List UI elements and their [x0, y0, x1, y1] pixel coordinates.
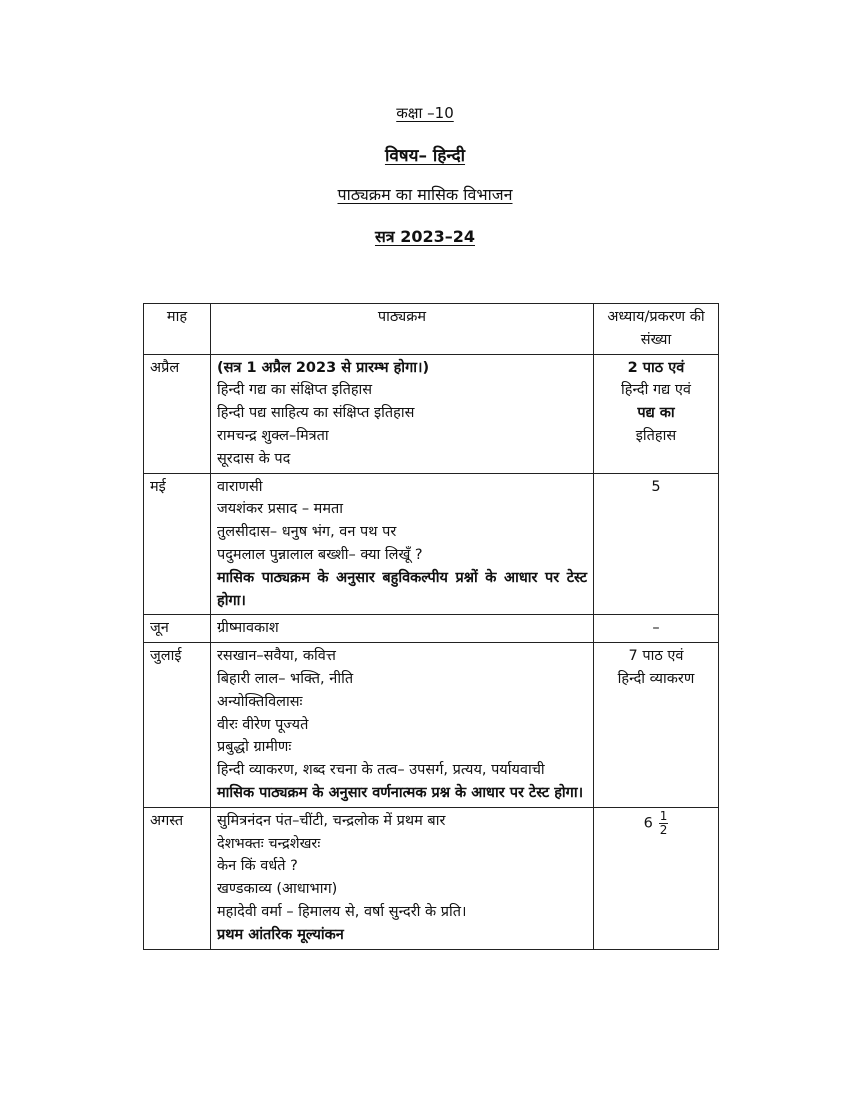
table-row [144, 807, 719, 949]
syllabus-line: रामचन्द्र शुक्ल–मित्रता [217, 427, 329, 444]
syllabus-cell [211, 615, 594, 643]
syllabus-header: पाठ्यक्रम [211, 304, 594, 355]
count-line: हिन्दी गद्य एवं [621, 382, 691, 399]
test-note: मासिक पाठ्यक्रम के अनुसार बहुविकल्पीय प्रश्नों के आधार पर टेस्ट होगा। [217, 569, 587, 609]
syllabus-line: सूरदास के पद [217, 450, 291, 467]
syllabus-line: अन्योक्तिविलासः [217, 693, 303, 710]
chapter-count-cell: 5 [594, 473, 719, 615]
syllabus-cell [211, 354, 594, 473]
count-whole: 6 [643, 815, 653, 832]
syllabus-division-heading: पाठ्यक्रम का मासिक विभाजन [337, 185, 513, 204]
table-row [144, 643, 719, 808]
syllabus-line: वीरः वीरेण पूज्यते [217, 716, 309, 733]
syllabus-line: सुमित्रनंदन पंत–चींटी, चन्द्रलोक में प्रथम बार [217, 812, 446, 829]
session-start-note: (सत्र 1 अप्रैल 2023 से प्रारम्भ होगा।) [217, 359, 430, 376]
count-line: 7 पाठ एवं [628, 648, 684, 665]
syllabus-line: ग्रीष्मावकाश [217, 620, 279, 637]
table-row [144, 354, 719, 473]
month-cell: अप्रैल [144, 354, 211, 473]
count-line: 2 पाठ एवं [627, 359, 685, 376]
chapter-count-cell [594, 807, 719, 949]
test-note: मासिक पाठ्यक्रम के अनुसार वर्णनात्मक प्रश्न के आधार पर टेस्ट होगा। [217, 784, 584, 801]
syllabus-table [143, 303, 719, 950]
chapter-count-cell [594, 354, 719, 473]
syllabus-line: हिन्दी गद्य का संक्षिप्त इतिहास [217, 382, 373, 399]
fraction-numerator: 1 [659, 808, 668, 823]
subject-heading: विषय– हिन्दी [384, 146, 466, 166]
assessment-note: प्रथम आंतरिक मूल्यांकन [217, 926, 344, 943]
syllabus-cell [211, 473, 594, 615]
count-line: हिन्दी व्याकरण [617, 670, 695, 687]
month-cell: जुलाई [144, 643, 211, 808]
syllabus-line: पदुमलाल पुन्नालाल बख्शी– क्या लिखूँ ? [217, 546, 423, 563]
syllabus-line: महादेवी वर्मा – हिमालय से, वर्षा सुन्दरी के प्रति। [217, 903, 467, 920]
chapter-count-cell [594, 643, 719, 808]
syllabus-line: केन किं वर्धते ? [217, 858, 298, 875]
syllabus-line: प्रबुद्धो ग्रामीणः [217, 739, 292, 756]
count-line: इतिहास [635, 427, 677, 444]
syllabus-line: हिन्दी पद्य साहित्य का संक्षिप्त इतिहास [217, 405, 415, 422]
month-header: माह [144, 304, 211, 355]
syllabus-cell [211, 807, 594, 949]
syllabus-line: तुलसीदास– धनुष भंग, वन पथ पर [217, 524, 397, 541]
month-cell: जून [144, 615, 211, 643]
syllabus-line: वाराणसी [217, 478, 263, 495]
syllabus-cell [211, 643, 594, 808]
syllabus-line: रसखान–सवैया, कवित्त [217, 648, 336, 665]
syllabus-line: देशभक्तः चन्द्रशेखरः [217, 835, 321, 852]
fraction-denominator: 2 [659, 822, 668, 837]
table-row [144, 473, 719, 615]
syllabus-line: खण्डकाव्य (आधाभाग) [217, 881, 338, 898]
table-row [144, 615, 719, 643]
class-heading: कक्षा –10 [396, 104, 454, 122]
chapter-count-cell: – [594, 615, 719, 643]
chapter-count-header: अध्याय/प्रकरण की संख्या [594, 304, 719, 355]
count-line: पद्य का [637, 405, 675, 422]
count-fraction [659, 810, 669, 837]
session-heading: सत्र 2023–24 [374, 227, 475, 246]
syllabus-line: बिहारी लाल– भक्ति, नीति [217, 670, 354, 687]
month-cell: मई [144, 473, 211, 615]
syllabus-line: हिन्दी व्याकरण, शब्द रचना के तत्व– उपसर्ग, प्रत्यय, पर्यायवाची [217, 762, 545, 779]
syllabus-line: जयशंकर प्रसाद – ममता [217, 501, 344, 518]
table-header-row [144, 304, 719, 355]
month-cell: अगस्त [144, 807, 211, 949]
